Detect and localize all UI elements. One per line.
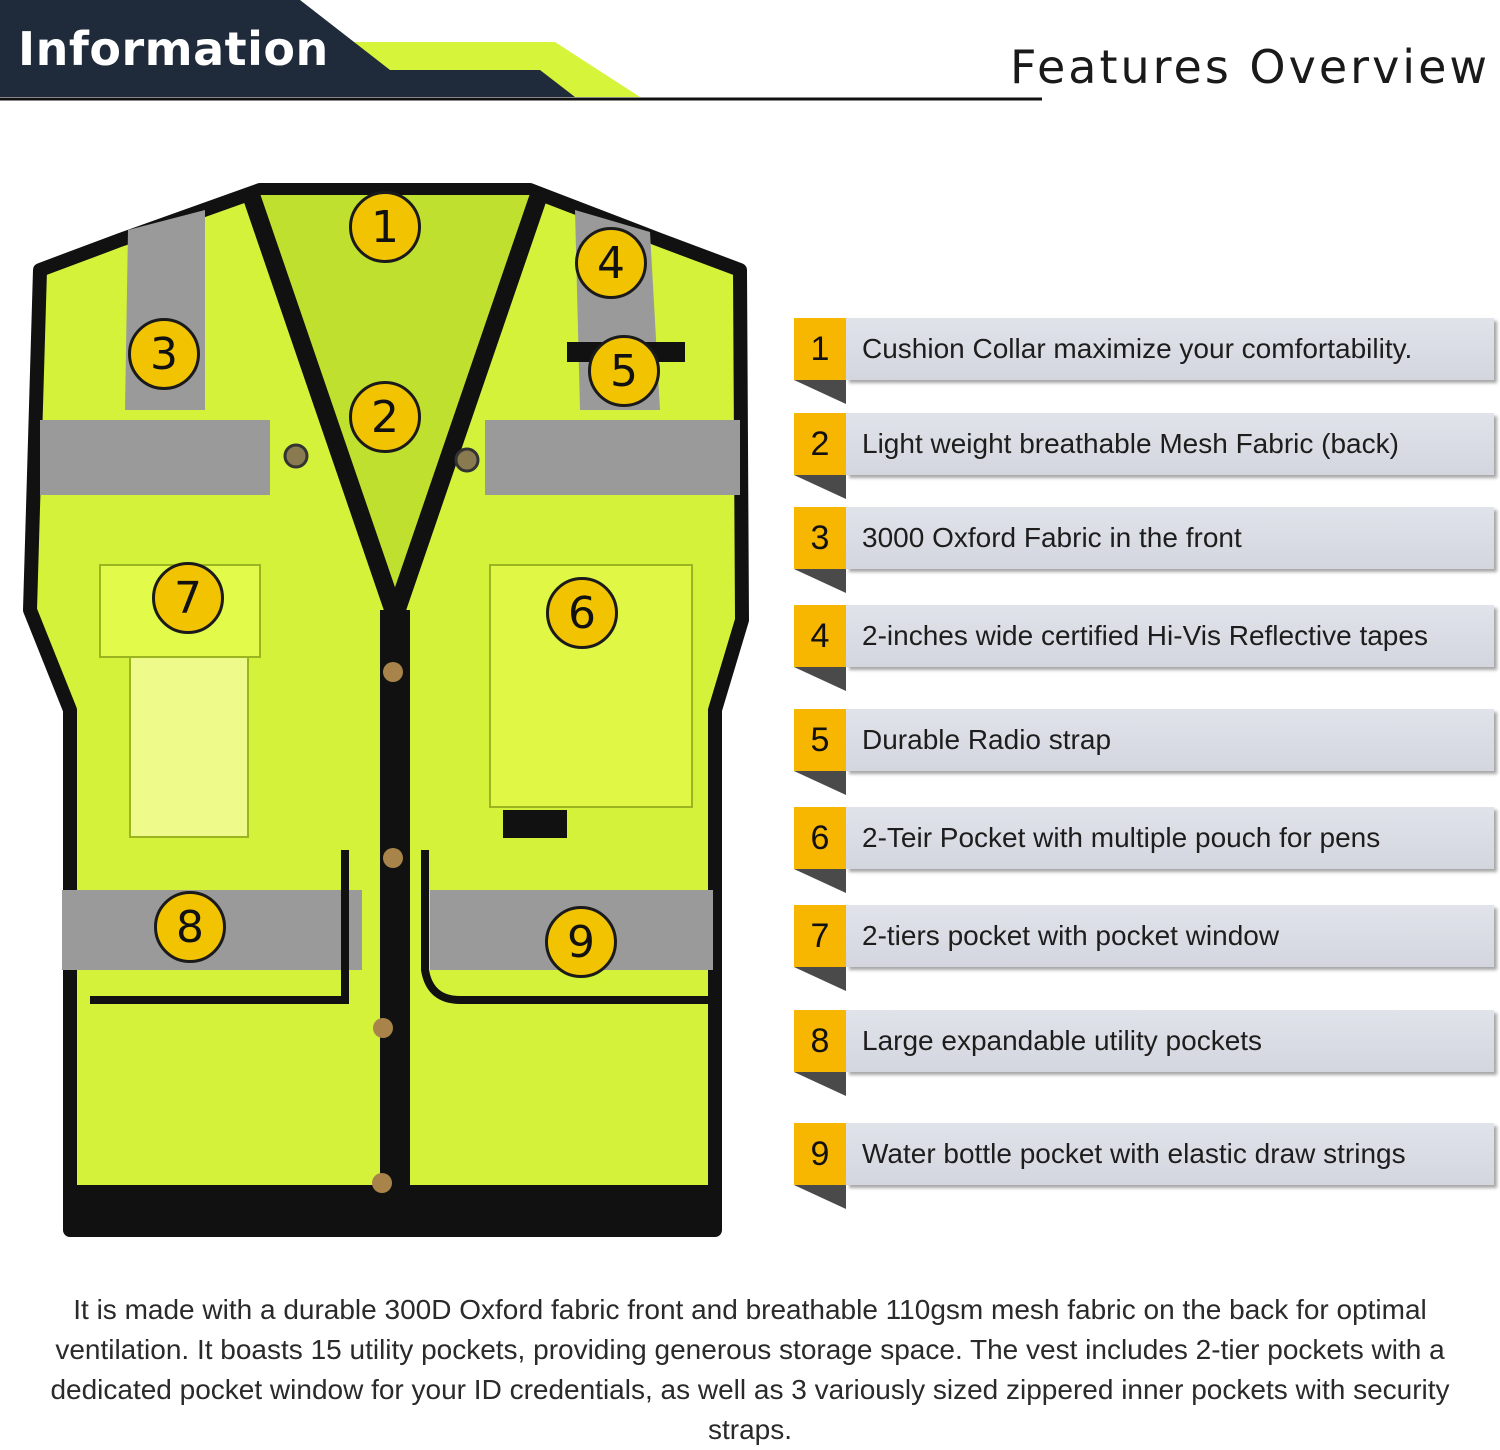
feature-number: 8 xyxy=(794,1010,846,1072)
feature-number: 7 xyxy=(794,905,846,967)
feature-item xyxy=(794,807,1494,897)
fold-corner xyxy=(794,380,846,404)
feature-number: 1 xyxy=(794,318,846,380)
feature-item xyxy=(794,1010,1494,1100)
feature-label: Durable Radio strap xyxy=(846,709,1494,771)
marker-7: 7 xyxy=(152,562,224,634)
feature-number: 3 xyxy=(794,507,846,569)
feature-label: Light weight breathable Mesh Fabric (back) xyxy=(846,413,1494,475)
fold-corner xyxy=(794,1072,846,1096)
fold-corner xyxy=(794,771,846,795)
fold-corner xyxy=(794,869,846,893)
feature-label: 2-Teir Pocket with multiple pouch for pens xyxy=(846,807,1494,869)
feature-item xyxy=(794,709,1494,799)
feature-item xyxy=(794,413,1494,503)
feature-item xyxy=(794,905,1494,995)
feature-number: 4 xyxy=(794,605,846,667)
feature-label: Cushion Collar maximize your comfortability. xyxy=(846,318,1494,380)
marker-8: 8 xyxy=(154,891,226,963)
section-title: Information xyxy=(18,22,329,76)
fold-corner xyxy=(794,475,846,499)
product-description: It is made with a durable 300D Oxford fabric front and breathable 110gsm mesh fabric on the back for optimal ventilation. It boasts 15 utility pockets, providing generous storage space. The vest includes 2-tier pockets with a dedicated pocket window for your ID credentials, as well as 3 variously sized zippered inner pockets with security straps. xyxy=(50,1294,1450,1445)
feature-number: 2 xyxy=(794,413,846,475)
feature-label: 2-tiers pocket with pocket window xyxy=(846,905,1494,967)
safety-vest-illustration xyxy=(0,170,780,1250)
marker-3: 3 xyxy=(128,318,200,390)
marker-5: 5 xyxy=(588,335,660,407)
feature-item xyxy=(794,605,1494,695)
fold-corner xyxy=(794,1185,846,1209)
fold-corner xyxy=(794,667,846,691)
feature-label: Large expandable utility pockets xyxy=(846,1010,1494,1072)
marker-4: 4 xyxy=(575,227,647,299)
feature-item xyxy=(794,507,1494,597)
page-heading: Features Overview xyxy=(1010,40,1490,94)
feature-label: 2-inches wide certified Hi-Vis Reflective tapes xyxy=(846,605,1494,667)
feature-number: 9 xyxy=(794,1123,846,1185)
fold-corner xyxy=(794,569,846,593)
feature-label: 3000 Oxford Fabric in the front xyxy=(846,507,1494,569)
fold-corner xyxy=(794,967,846,991)
marker-9: 9 xyxy=(545,906,617,978)
marker-6: 6 xyxy=(546,577,618,649)
feature-item xyxy=(794,318,1494,408)
marker-2: 2 xyxy=(349,381,421,453)
feature-item xyxy=(794,1123,1494,1213)
feature-label: Water bottle pocket with elastic draw strings xyxy=(846,1123,1494,1185)
feature-number: 5 xyxy=(794,709,846,771)
marker-1: 1 xyxy=(349,191,421,263)
feature-number: 6 xyxy=(794,807,846,869)
